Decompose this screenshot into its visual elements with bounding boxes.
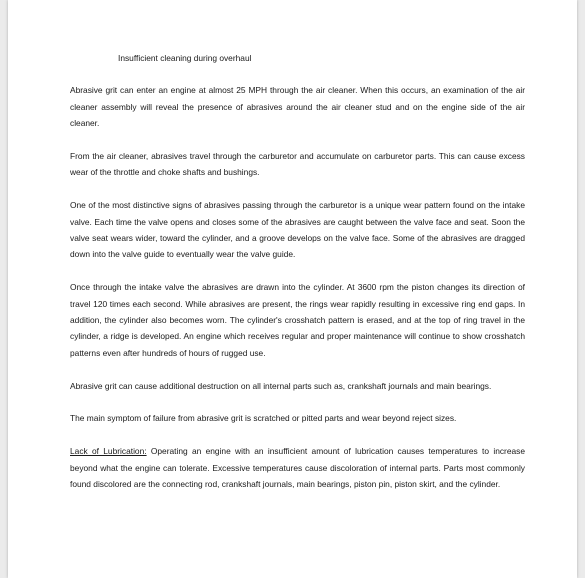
paragraph-cylinder: Once through the intake valve the abrasives are drawn into the cylinder. At 3600 rpm the piston changes its direction of travel 120 times each second. While abrasives are present, the rings wear rapidly resulting in excessive ring end gaps. In addition, the cylinder also becomes worn. The cylinder's crosshatch pattern is erased, and at the top of ring travel in the cylinder, a ridge is developed. An engine which receives regular and proper maintenance will continue to show crosshatch patterns even after hundreds of hours of rugged use. (70, 282, 525, 358)
paragraph-intake-valve: One of the most distinctive signs of abrasives passing through the carburetor is a unique wear pattern found on the intake valve. Each time the valve opens and closes some of the abrasives are caught between the valve face and seat. Soon the valve seat wears wider, toward the cylinder, and a groove develops on the valve face. Some of the abrasives are dragged down into the valve guide to eventually wear the valve guide. (70, 200, 525, 260)
paragraph-main-symptom: The main symptom of failure from abrasive grit is scratched or pitted parts and wear beyond reject sizes. (70, 413, 457, 424)
document-page (8, 0, 577, 578)
paragraph-air-cleaner: Abrasive grit can enter an engine at almost 25 MPH through the air cleaner. When this occurs, an examination of the air cleaner assembly will reveal the presence of abrasives around the air cleaner stud and on the engine side of the air cleaner. (70, 85, 525, 129)
section-heading: Insufficient cleaning during overhaul (118, 53, 252, 63)
document-body (70, 50, 525, 509)
paragraph-carburetor: From the air cleaner, abrasives travel through the carburetor and accumulate on carburetor parts. This can cause excess wear of the throttle and choke shafts and bushings. (70, 151, 525, 178)
paragraph-lack-of-lubrication (70, 443, 525, 492)
lubrication-text: Operating an engine with an insufficient amount of lubrication causes temperatures to increase beyond what the engine can tolerate. Excessive temperatures cause discoloration of internal parts. Parts most commonly found discolored are the connecting rod, crankshaft journals, main bearings, piston pin, piston skirt, and the cylinder. (70, 446, 525, 490)
lubrication-label: Lack of Lubrication: (70, 446, 147, 457)
paragraph-internal-parts: Abrasive grit can cause additional destruction on all internal parts such as, crankshaft journals and main bearings. (70, 380, 492, 391)
